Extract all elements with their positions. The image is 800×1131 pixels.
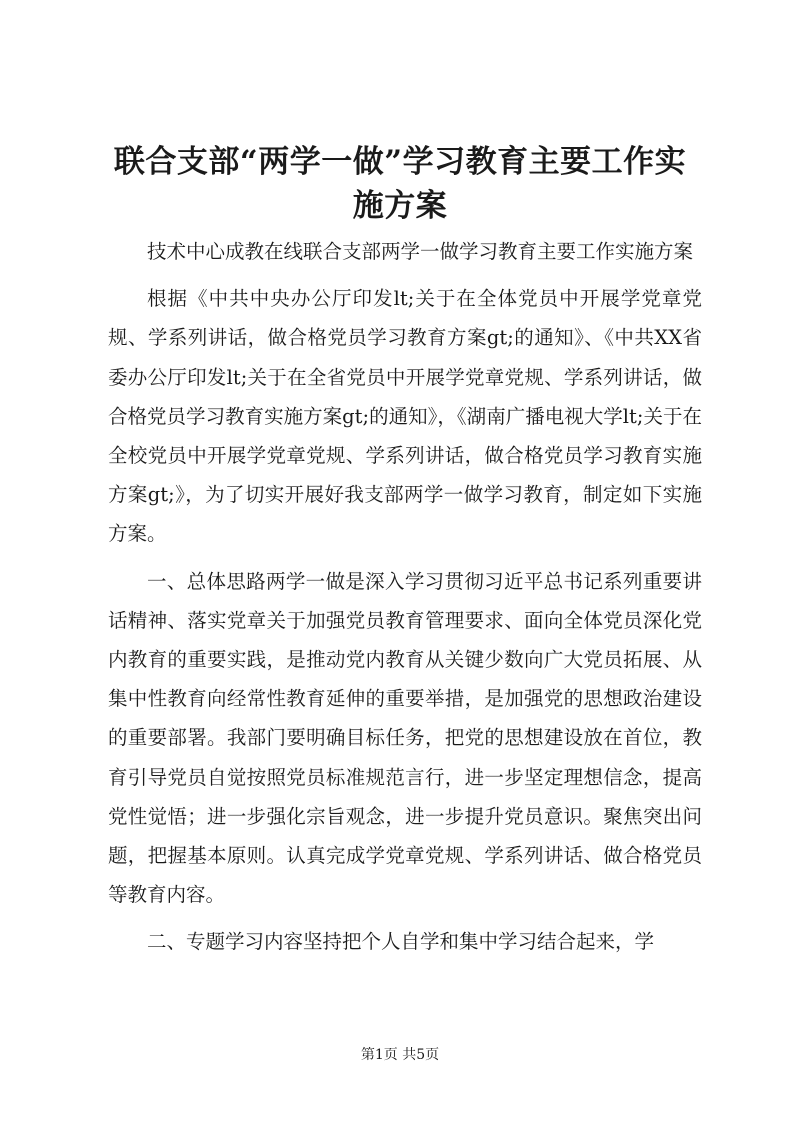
page-indicator: 第1页 共5页: [360, 1047, 440, 1063]
paragraph-overall-approach: 一、总体思路两学一做是深入学习贯彻习近平总书记系列重要讲话精神、落实党章关于加强党员教育管理要求、面向全体党员深化党内教育的重要实践，是推动党内教育从关键少数向广大党员拓展、从集中性教育向经常性教育延伸的重要举措，是加强党的思想政治建设的重要部署。我部门要明确目标任务，把党的思想建设放在首位，教育引导党员自觉按照党员标准规范言行，进一步坚定理想信念，提高党性觉悟；进一步强化宗旨观念，进一步提升党员意识。聚焦突出问题，把握基本原则。认真完成学党章党规、学系列讲话、做合格党员等教育内容。: [108, 569, 702, 907]
paragraph-subtitle: 技术中心成教在线联合支部两学一做学习教育主要工作实施方案: [147, 240, 694, 263]
paragraph-basis: 根据《中共中央办公厅印发lt;关于在全体党员中开展学党章党规、学系列讲话，做合格党员学习教育方案gt;的通知》、《中共XX省委办公厅印发lt;关于在全省党员中开展学党章党规、学系列讲话，做合格党员学习教育实施方案gt;的通知》，《湖南广播电视大学lt;关于在全校党员中开展学党章党规、学系列讲话，做合格党员学习教育实施方案gt;》，为了切实开展好我支部两学一做学习教育，制定如下实施方案。: [108, 287, 702, 546]
paragraph-study-content: 二、专题学习内容坚持把个人自学和集中学习结合起来，学: [147, 930, 655, 954]
document-title: 联合支部“两学一做”学习教育主要工作实施方案: [113, 144, 687, 224]
document-body: [108, 232, 702, 970]
